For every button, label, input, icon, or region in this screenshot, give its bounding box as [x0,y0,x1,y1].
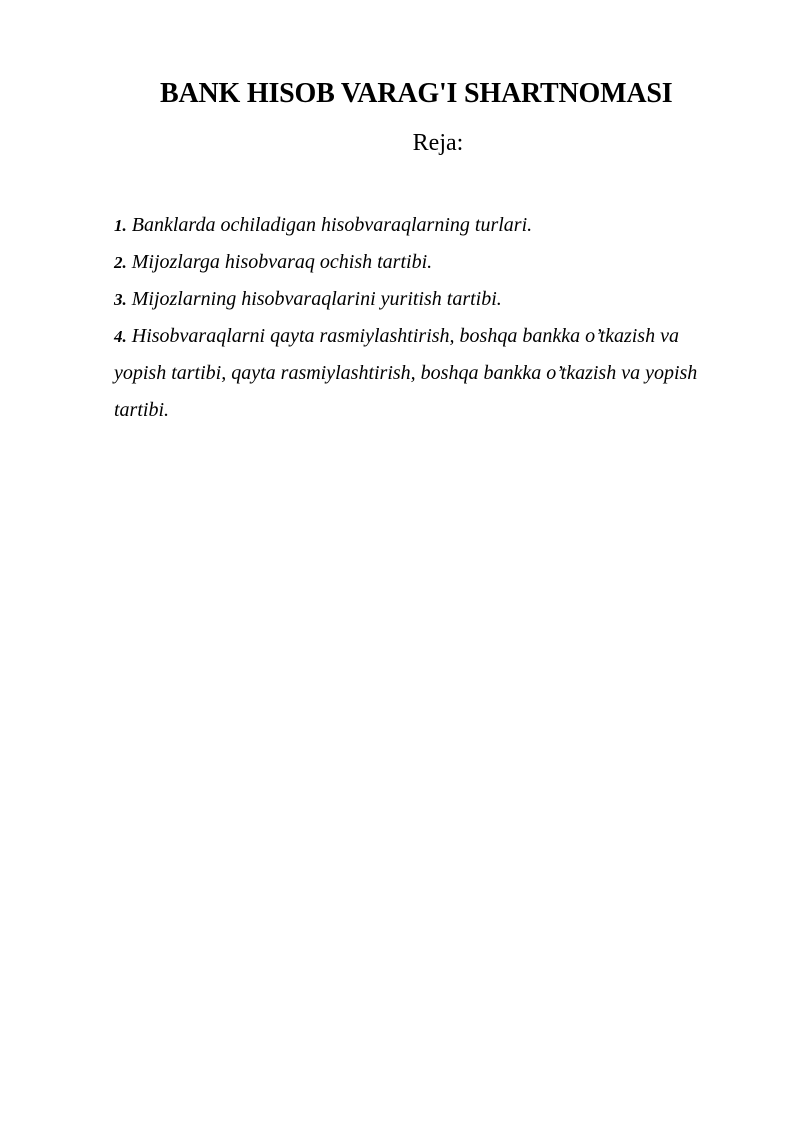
plan-item-4 [114,318,734,429]
plan-item-text: Hisobvaraqlarni qayta rasmiylashtirish, boshqa bankka o’tkazish va yopish tartibi, qayta rasmiylashtirish, boshqa bankka o’tkazish va yopish tartibi. [114,325,698,421]
plan-item-number: 4. [114,327,127,346]
plan-list [114,207,734,429]
plan-item-number: 1. [114,216,127,235]
plan-item-3 [114,281,734,318]
document-title: BANK HISOB VARAG'I SHARTNOMASI [160,78,673,109]
plan-item-text: Mijozlarning hisobvaraqlarini yuritish tartibi. [131,288,502,310]
plan-item-number: 3. [114,290,127,309]
plan-item-2 [114,244,734,281]
plan-item-number: 2. [114,253,127,272]
plan-item-1 [114,207,734,244]
plan-heading: Reja: [412,130,464,156]
plan-item-text: Banklarda ochiladigan hisobvaraqlarning turlari. [131,214,533,236]
plan-item-text: Mijozlarga hisobvaraq ochish tartibi. [131,251,433,273]
